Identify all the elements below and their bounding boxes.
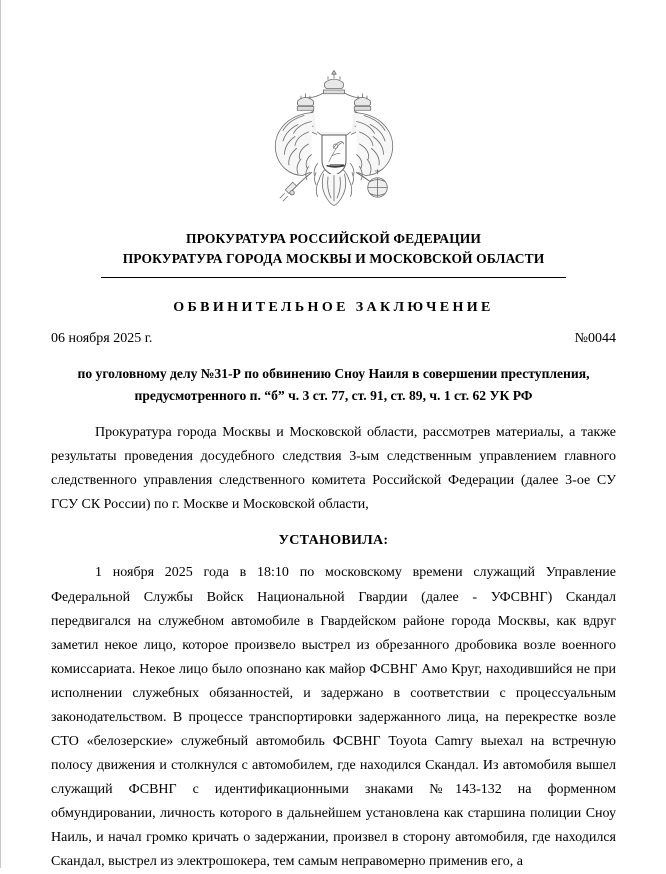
page-title: ОБВИНИТЕЛЬНОЕ ЗАКЛЮЧЕНИЕ — [173, 300, 494, 316]
russian-federation-coat-of-arms-icon — [259, 60, 409, 210]
narrative-paragraph: 1 ноября 2025 года в 18:10 по московскому времени служащий Управление Федеральной Службы Войск Национальной Гвардии (далее - УФСВНГ) Скандал передвигался на служебном автомобиле в Гвардейском районе города Москвы, как вдруг заметил некое лицо, которое произвело выстрел из обрезанного дробовика возле военного комиссариата. Некое лицо было опознано как майор ФСВНГ Амо Круг, находившийся не при исполнении служебных обязанностей, и задержано в соответствии с процессуальным законодательством. В процессе транспортировки задержанного лица, на перекрестке возле СТО «белозерские» служебный автомобиль ФСВНГ Toyota Camry выехал на встречную полосу движения и столкнулся с автомобилем, где находился Скандал. Из автомобиля вышел служащий ФСВНГ с идентификационными знаками №143-132 на форменном обмундировании, личность которого в дальнейшем установлена как старшина полиции Сноу Наиль, и начал громко кричать о задержании, произвел в сторону автомобиля, где находился Скандал, выстрел из электрошокера, тем самым неправомерно применив его, а — [51, 565, 616, 870]
document-meta-row — [51, 331, 616, 347]
intro-paragraph: Прокуратура города Москвы и Московской области, рассмотрев материалы, а также результаты проведения досудебного следствия 3-ым следственным управлением главного следственного управления следственного комитета Российской Федерации (далее 3-ое СУ ГСУ СК России) по г. Москве и Московской области, — [51, 425, 616, 513]
document-page — [1, 0, 666, 874]
organization-line-2: ПРОКУРАТУРА ГОРОДА МОСКВЫ И МОСКОВСКОЙ ОБЛАСТИ — [122, 250, 545, 266]
case-subtitle — [51, 363, 616, 407]
header-divider — [101, 277, 566, 278]
emblem-container — [51, 0, 616, 221]
organization-line-1: ПРОКУРАТУРА РОССИЙСКОЙ ФЕДЕРАЦИИ — [185, 231, 481, 246]
document-date: 06 ноября 2025 г. — [51, 331, 153, 347]
case-subtitle-line-1: по уголовному делу №31-Р по обвинению Сноу Наиля в совершении преступления, — [77, 366, 590, 382]
section-heading-ustanovila: УСТАНОВИЛА: — [278, 533, 389, 549]
organization-header — [51, 229, 616, 268]
document-number: №0044 — [574, 331, 616, 347]
case-subtitle-line-2: предусмотренного п. “б” ч. 3 ст. 77, ст. 91, ст. 89, ч. 1 ст. 62 УК РФ — [134, 388, 533, 404]
